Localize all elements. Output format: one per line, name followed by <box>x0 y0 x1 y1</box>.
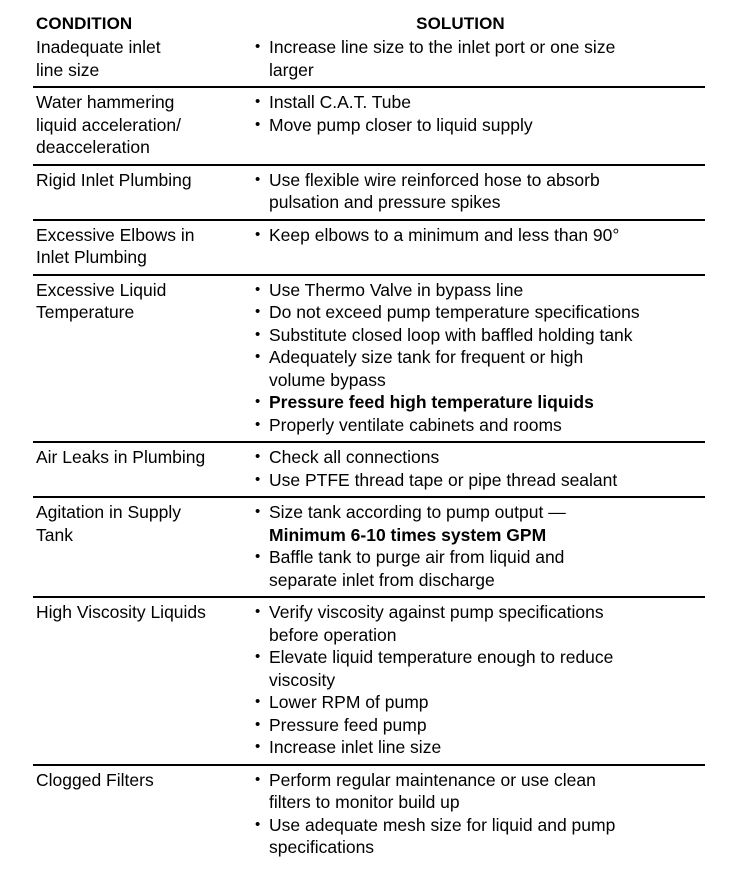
solution-bullet-list <box>255 446 705 491</box>
solution-bullet <box>255 501 705 546</box>
solution-bullet <box>255 646 705 691</box>
solution-text: • Verify viscosity against pump specifications <box>269 602 604 622</box>
solution-bullet <box>255 769 705 814</box>
solution-bullet-list <box>255 169 705 214</box>
solution-cell <box>255 221 705 274</box>
solution-text: • Move pump closer to liquid supply <box>269 114 533 135</box>
solution-text: • Keep elbows to a minimum and less than 90° <box>269 224 620 245</box>
solution-bullet-list <box>255 224 705 247</box>
solution-text-continuation: larger <box>269 59 314 80</box>
solution-bullet-list <box>255 36 705 81</box>
solution-bullet-list <box>255 91 705 136</box>
solution-cell <box>255 766 705 864</box>
solution-bullet <box>255 414 705 437</box>
condition-cell <box>33 443 255 496</box>
condition-cell <box>33 498 255 596</box>
solution-bullet-list <box>255 769 705 859</box>
condition-line: liquid acceleration/ <box>36 114 181 135</box>
column-header-solution: SOLUTION <box>416 14 505 33</box>
condition-line: line size <box>36 59 100 80</box>
solution-text: • Elevate liquid temperature enough to reduce <box>269 647 614 667</box>
solution-cell <box>255 276 705 442</box>
condition-cell <box>33 166 255 219</box>
condition-line: Inlet Plumbing <box>36 247 147 267</box>
solution-cell <box>255 598 705 764</box>
table-row <box>33 596 705 764</box>
solution-cell <box>255 88 705 164</box>
solution-text: • Use Thermo Valve in bypass line <box>269 279 524 300</box>
condition-cell <box>33 221 255 274</box>
condition-line: High Viscosity Liquids <box>36 602 206 622</box>
condition-line: Water hammering <box>36 92 175 112</box>
condition-line: Tank <box>36 524 73 545</box>
solution-text: • Pressure feed pump <box>269 714 427 735</box>
table-row <box>33 164 705 219</box>
solution-text: • Do not exceed pump temperature specifications <box>269 302 640 322</box>
condition-cell <box>33 276 255 442</box>
solution-text-continuation: pulsation and pressure spikes <box>269 192 501 212</box>
solution-bullet <box>255 224 705 247</box>
solution-bullet <box>255 36 705 81</box>
table-body <box>33 33 705 864</box>
solution-bullet <box>255 714 705 737</box>
solution-bullet-list <box>255 601 705 759</box>
table-row <box>33 219 705 274</box>
solution-text: • Lower RPM of pump <box>269 692 429 712</box>
solution-text: • Baffle tank to purge air from liquid and <box>269 547 565 567</box>
solution-text: • Increase inlet line size <box>269 737 442 757</box>
condition-line: Air Leaks in Plumbing <box>36 447 206 467</box>
table-header-row <box>33 0 705 33</box>
condition-line: Inadequate inlet <box>36 37 161 57</box>
solution-text: • Check all connections <box>269 447 440 467</box>
solution-text: • Substitute closed loop with baffled holding tank <box>269 324 633 345</box>
solution-bullet <box>255 469 705 492</box>
column-header-condition: CONDITION <box>36 14 133 33</box>
condition-line: Excessive Liquid <box>36 279 167 300</box>
solution-text-continuation: filters to monitor build up <box>269 792 460 812</box>
solution-bullet <box>255 279 705 302</box>
table-row <box>33 33 705 86</box>
solution-text: • Properly ventilate cabinets and rooms <box>269 414 562 435</box>
solution-cell <box>255 498 705 596</box>
solution-text: • Increase line size to the inlet port or one size <box>269 37 616 57</box>
solution-bullet <box>255 446 705 469</box>
condition-line: Rigid Inlet Plumbing <box>36 169 192 190</box>
solution-bullet <box>255 91 705 114</box>
table-row <box>33 441 705 496</box>
solution-bullet <box>255 691 705 714</box>
condition-cell <box>33 33 255 86</box>
solution-text: • Use PTFE thread tape or pipe thread sealant <box>269 469 618 490</box>
solution-text: • Use adequate mesh size for liquid and pump <box>269 814 616 835</box>
condition-line: Excessive Elbows in <box>36 224 195 245</box>
condition-solution-table <box>33 0 705 864</box>
table-row <box>33 86 705 164</box>
solution-bullet-list <box>255 501 705 591</box>
solution-bullet <box>255 391 705 414</box>
solution-text-continuation: specifications <box>269 837 375 857</box>
solution-bullet <box>255 546 705 591</box>
solution-text: • Perform regular maintenance or use clean <box>269 769 596 790</box>
solution-text-continuation: before operation <box>269 624 397 645</box>
solution-text: • Use flexible wire reinforced hose to absorb <box>269 169 600 190</box>
solution-bullet-list <box>255 279 705 437</box>
condition-line: Clogged Filters <box>36 769 154 790</box>
table-row <box>33 496 705 596</box>
solution-text: • Pressure feed high temperature liquids <box>269 392 594 412</box>
condition-line: Agitation in Supply <box>36 502 181 522</box>
solution-text-continuation: separate inlet from discharge <box>269 569 495 590</box>
solution-cell <box>255 443 705 496</box>
solution-cell <box>255 166 705 219</box>
condition-line: Temperature <box>36 302 135 322</box>
solution-bullet <box>255 324 705 347</box>
solution-bullet <box>255 301 705 324</box>
solution-bullet <box>255 601 705 646</box>
solution-text: • Install C.A.T. Tube <box>269 92 412 112</box>
solution-bullet <box>255 114 705 137</box>
solution-bullet <box>255 736 705 759</box>
condition-line: deacceleration <box>36 137 150 157</box>
solution-cell <box>255 33 705 86</box>
solution-bullet <box>255 169 705 214</box>
condition-cell <box>33 598 255 764</box>
solution-bullet <box>255 346 705 391</box>
table-row <box>33 764 705 864</box>
solution-text-continuation: viscosity <box>269 669 336 690</box>
solution-text: • Adequately size tank for frequent or high <box>269 347 584 367</box>
table-row <box>33 274 705 442</box>
solution-text-continuation: volume bypass <box>269 369 386 390</box>
condition-cell <box>33 766 255 864</box>
solution-text: • Size tank according to pump output — <box>269 502 566 522</box>
solution-bullet <box>255 814 705 859</box>
solution-text-continuation: Minimum 6-10 times system GPM <box>269 524 547 545</box>
condition-cell <box>33 88 255 164</box>
